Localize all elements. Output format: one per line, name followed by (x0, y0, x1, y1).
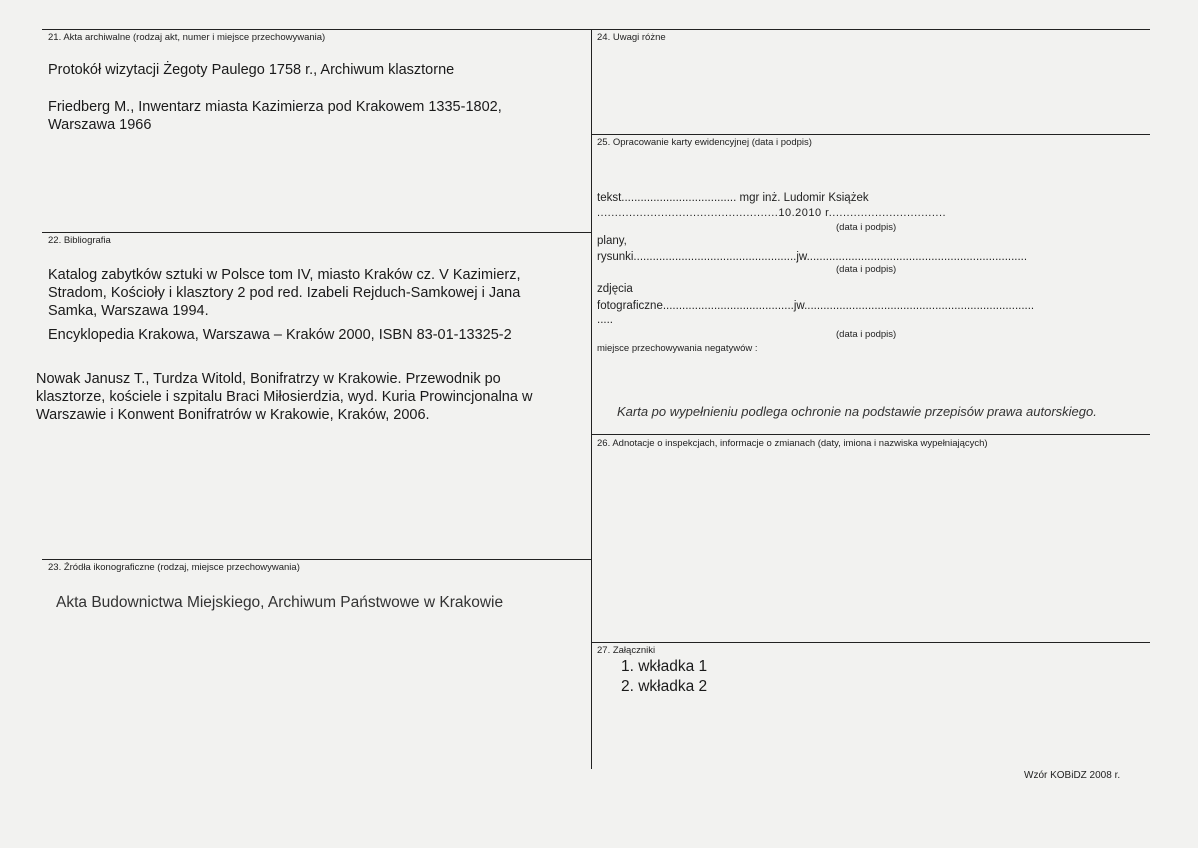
attachment-item-2: 2. wkładka 2 (621, 678, 708, 695)
rule-26-top (592, 434, 1150, 435)
section-23-label: 23. Źródła ikonograficzne (rodzaj, miejsce przechowywania) (48, 562, 300, 573)
rule-22-top (42, 232, 591, 233)
section-26-label: 26. Adnotacje o inspekcjach, informacje o zmianach (daty, imiona i nazwiska wypełniających) (597, 438, 988, 449)
rule-21-top (42, 29, 591, 30)
attachment-item-1: 1. wkładka 1 (621, 658, 708, 675)
bibliography-1c: Samka, Warszawa 1994. (48, 303, 209, 319)
bibliography-1a: Katalog zabytków sztuki w Polsce tom IV, miasto Kraków cz. V Kazimierz, (48, 267, 521, 283)
bibliography-2: Encyklopedia Krakowa, Warszawa – Kraków 2000, ISBN 83-01-13325-2 (48, 327, 512, 343)
iconographic-source-1: Akta Budownictwa Miejskiego, Archiwum Państwowe w Krakowie (56, 594, 504, 611)
drawings-line: rysunki...................................................jw..................................................................... (597, 251, 1028, 263)
text-date-line: ...................................................10.2010 r................................. (597, 207, 947, 219)
copyright-notice: Karta po wypełnieniu podlega ochronie na podstawie przepisów prawa autorskiego. (617, 404, 1097, 419)
archive-record-2a: Friedberg M., Inwentarz miasta Kazimierza pod Krakowem 1335-1802, (48, 99, 502, 115)
rule-25-top (592, 134, 1150, 135)
bibliography-1b: Stradom, Kościoły i klasztory 2 pod red. Izabeli Rejduch-Samkowej i Jana (48, 285, 521, 301)
archive-record-1: Protokół wizytacji Żegoty Paulego 1758 r., Archiwum klasztorne (48, 62, 455, 78)
section-24-label: 24. Uwagi różne (597, 32, 666, 43)
form-template-footer: Wzór KOBiDZ 2008 r. (1024, 770, 1121, 781)
date-signature-caption-2: (data i podpis) (836, 264, 897, 275)
photos-label: zdjęcia (597, 283, 633, 295)
date-signature-caption-1: (data i podpis) (836, 222, 897, 233)
rule-23-top (42, 559, 591, 560)
rule-24-top (592, 29, 1150, 30)
date-signature-caption-3: (data i podpis) (836, 329, 897, 340)
section-21-label: 21. Akta archiwalne (rodzaj akt, numer i miejsce przechowywania) (48, 32, 326, 43)
text-author-line: tekst.................................... mgr inż. Ludomir Książek (597, 192, 869, 204)
archive-record-2b: Warszawa 1966 (48, 117, 152, 133)
photographic-dots: ..... (597, 314, 613, 326)
negatives-location-label: miejsce przechowywania negatywów : (597, 343, 758, 354)
plans-label: plany, (597, 235, 627, 247)
section-25-label: 25. Opracowanie karty ewidencyjnej (data i podpis) (597, 137, 812, 148)
bibliography-3b: klasztorze, kościele i szpitalu Braci Miłosierdzia, wyd. Kuria Prowincjonalna w (36, 389, 533, 405)
column-divider (591, 29, 592, 769)
bibliography-3c: Warszawie i Konwent Bonifratrów w Krakowie, Kraków, 2006. (36, 407, 430, 423)
section-27-label: 27. Załączniki (597, 645, 656, 656)
rule-27-top (592, 642, 1150, 643)
photographic-line: fotograficzne.........................................jw........................................................................ (597, 300, 1035, 312)
section-22-label: 22. Bibliografia (48, 235, 111, 246)
bibliography-3a: Nowak Janusz T., Turdza Witold, Bonifratrzy w Krakowie. Przewodnik po (36, 371, 501, 387)
